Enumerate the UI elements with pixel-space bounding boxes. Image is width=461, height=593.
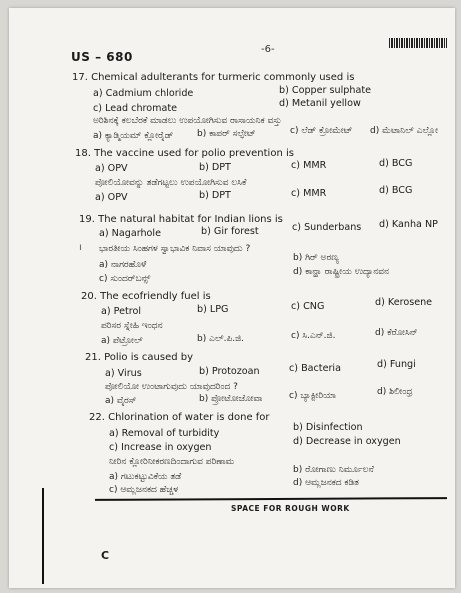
q17-kannada-option-d: d) ಮೆಟಾನಿಲ್ ಎಲ್ಲೋ: [370, 126, 439, 136]
q18-option-d: d) BCG: [379, 158, 413, 169]
q22-kannada-option-a: a) ಗಟುಕಟ್ಟುವಿಕೆಯ ತಡೆ: [109, 472, 182, 482]
q21-kannada-option-c: c) ಬ್ಯಾಕ್ಟೀರಿಯಾ: [289, 391, 336, 401]
q18-option-b: b) DPT: [199, 162, 231, 173]
q20-kannada-stem: ಪರಿಸರ ಸ್ನೇಹಿ ಇಂಧನ: [101, 321, 163, 331]
q21-kannada-stem: ಪೋಲಿಯೋ ಉಂಟಾಗುವುದು ಯಾವುದರಿಂದ ?: [105, 382, 238, 392]
rough-work-label: SPACE FOR ROUGH WORK: [231, 504, 350, 513]
q18-kannada-stem: ಪೋಲಿಯೋವನ್ನು ತಡೆಗಟ್ಟಲು ಉಪಯೋಗಿಸುವ ಲಸಿಕೆ: [95, 178, 247, 188]
q17-kannada-option-a: a) ಕ್ಯಾಡ್ಮಿಯಮ್ ಕ್ಲೋರೈಡ್: [93, 131, 174, 141]
q17-option-b: b) Copper sulphate: [279, 85, 371, 96]
q20-option-a: a) Petrol: [101, 306, 142, 317]
q20-kannada-option-d: d) ಕೆರೋಸಿನ್: [375, 328, 418, 338]
q19-kannada-option-d: d) ಕಾನ್ಹಾ ರಾಷ್ಟ್ರೀಯ ಉದ್ಯಾನವನ: [293, 267, 390, 277]
q21-kannada-option-a: a) ವೈರಸ್: [105, 396, 137, 406]
q22-option-c: c) Increase in oxygen: [109, 442, 212, 453]
q21-stem: 21. Polio is caused by: [85, 352, 194, 363]
q21-option-b: b) Protozoan: [199, 366, 260, 377]
q20-option-c: c) CNG: [291, 301, 325, 312]
rough-work-divider: [95, 497, 447, 501]
q20-stem: 20. The ecofriendly fuel is: [81, 291, 211, 302]
q22-option-a: a) Removal of turbidity: [109, 428, 220, 439]
q20-kannada-option-b: b) ಎಲ್.ಪಿ.ಜಿ.: [197, 334, 245, 344]
booklet-series-letter: C: [101, 549, 110, 562]
q21-option-d: d) Fungi: [377, 359, 416, 370]
q19-kannada-stem: ಭಾರತೀಯ ಸಿಂಹಗಳ ಸ್ವಾಭಾವಿಕ ನಿವಾಸ ಯಾವುದು ?: [99, 244, 251, 254]
q18-stem: 18. The vaccine used for polio prevention is: [75, 148, 294, 159]
q17-stem: 17. Chemical adulterants for turmeric commonly used is: [72, 72, 355, 83]
q17-option-a: a) Cadmium chloride: [93, 88, 194, 99]
left-margin-rule: [42, 488, 44, 584]
q18-option-a: a) OPV: [95, 163, 128, 174]
q20-option-d: d) Kerosene: [375, 297, 433, 308]
q18-kannada-option-b: b) DPT: [199, 190, 231, 201]
q19-stem: 19. The natural habitat for Indian lions is: [79, 214, 283, 225]
q20-option-b: b) LPG: [197, 304, 229, 315]
paper-code: US – 680: [71, 50, 133, 64]
stray-pen-mark: ı: [79, 242, 82, 253]
q22-option-b: b) Disinfection: [293, 422, 363, 433]
q20-kannada-option-a: a) ಪೆಟ್ರೋಲ್: [101, 336, 143, 346]
q19-option-b: b) Gir forest: [201, 226, 259, 237]
q17-kannada-option-b: b) ಕಾಪರ್ ಸಲ್ಫೇಟ್: [197, 129, 256, 139]
q18-kannada-option-a: a) OPV: [95, 192, 128, 203]
q21-kannada-option-d: d) ಶಿಲೀಂಧ್ರ: [377, 387, 413, 397]
q17-kannada-stem: ಅರಿಶಿನಕ್ಕೆ ಕಲಬೆರಕೆ ಮಾಡಲು ಉಪಯೋಗಿಸುವ ರಾಸಾಯನಿಕ ವಸ್ತು: [93, 116, 282, 126]
q22-kannada-option-b: b) ರೋಗಾಣು ನಿರ್ಮೂಲನೆ: [293, 465, 374, 475]
q19-kannada-option-b: b) ಗಿರ್ ಅರಣ್ಯ: [293, 253, 339, 263]
q22-option-d: d) Decrease in oxygen: [293, 436, 401, 447]
q21-option-a: a) Virus: [105, 368, 142, 379]
q19-kannada-option-a: a) ನಾಗರಹೊಳೆ: [99, 260, 147, 270]
q17-option-d: d) Metanil yellow: [279, 98, 361, 109]
q21-kannada-option-b: b) ಪ್ರೋಟೋಜೋವಾ: [199, 394, 263, 404]
q19-option-c: c) Sunderbans: [292, 222, 362, 233]
barcode: [389, 38, 447, 48]
q17-option-c: c) Lead chromate: [93, 103, 178, 114]
q19-option-a: a) Nagarhole: [99, 228, 161, 239]
q21-option-c: c) Bacteria: [289, 363, 341, 374]
q18-kannada-option-d: d) BCG: [379, 185, 413, 196]
q22-kannada-stem: ನೀರಿನ ಕ್ಲೋರಿನೀಕರಣದಿಂದಾಗುವ ಪರಿಣಾಮ: [109, 457, 235, 467]
q17-kannada-option-c: c) ಲೆಡ್ ಕ್ರೋಮೇಟ್: [290, 126, 353, 136]
q19-option-d: d) Kanha NP: [379, 219, 438, 230]
q20-kannada-option-c: c) ಸಿ.ಎನ್.ಜಿ.: [291, 331, 336, 341]
q18-kannada-option-c: c) MMR: [291, 188, 327, 199]
q22-stem: 22. Chlorination of water is done for: [89, 412, 270, 423]
q19-kannada-option-c: c) ಸುಂದರ್‌ಬನ್ಸ್: [99, 274, 151, 284]
q22-kannada-option-d: d) ಆಮ್ಲಜನಕದ ಕಡಿತ: [293, 478, 359, 488]
q22-kannada-option-c: c) ಆಮ್ಲಜನಕದ ಹೆಚ್ಚಳ: [109, 485, 179, 495]
q18-option-c: c) MMR: [291, 160, 327, 171]
page-number: -6-: [261, 44, 275, 55]
exam-page: [9, 8, 455, 588]
